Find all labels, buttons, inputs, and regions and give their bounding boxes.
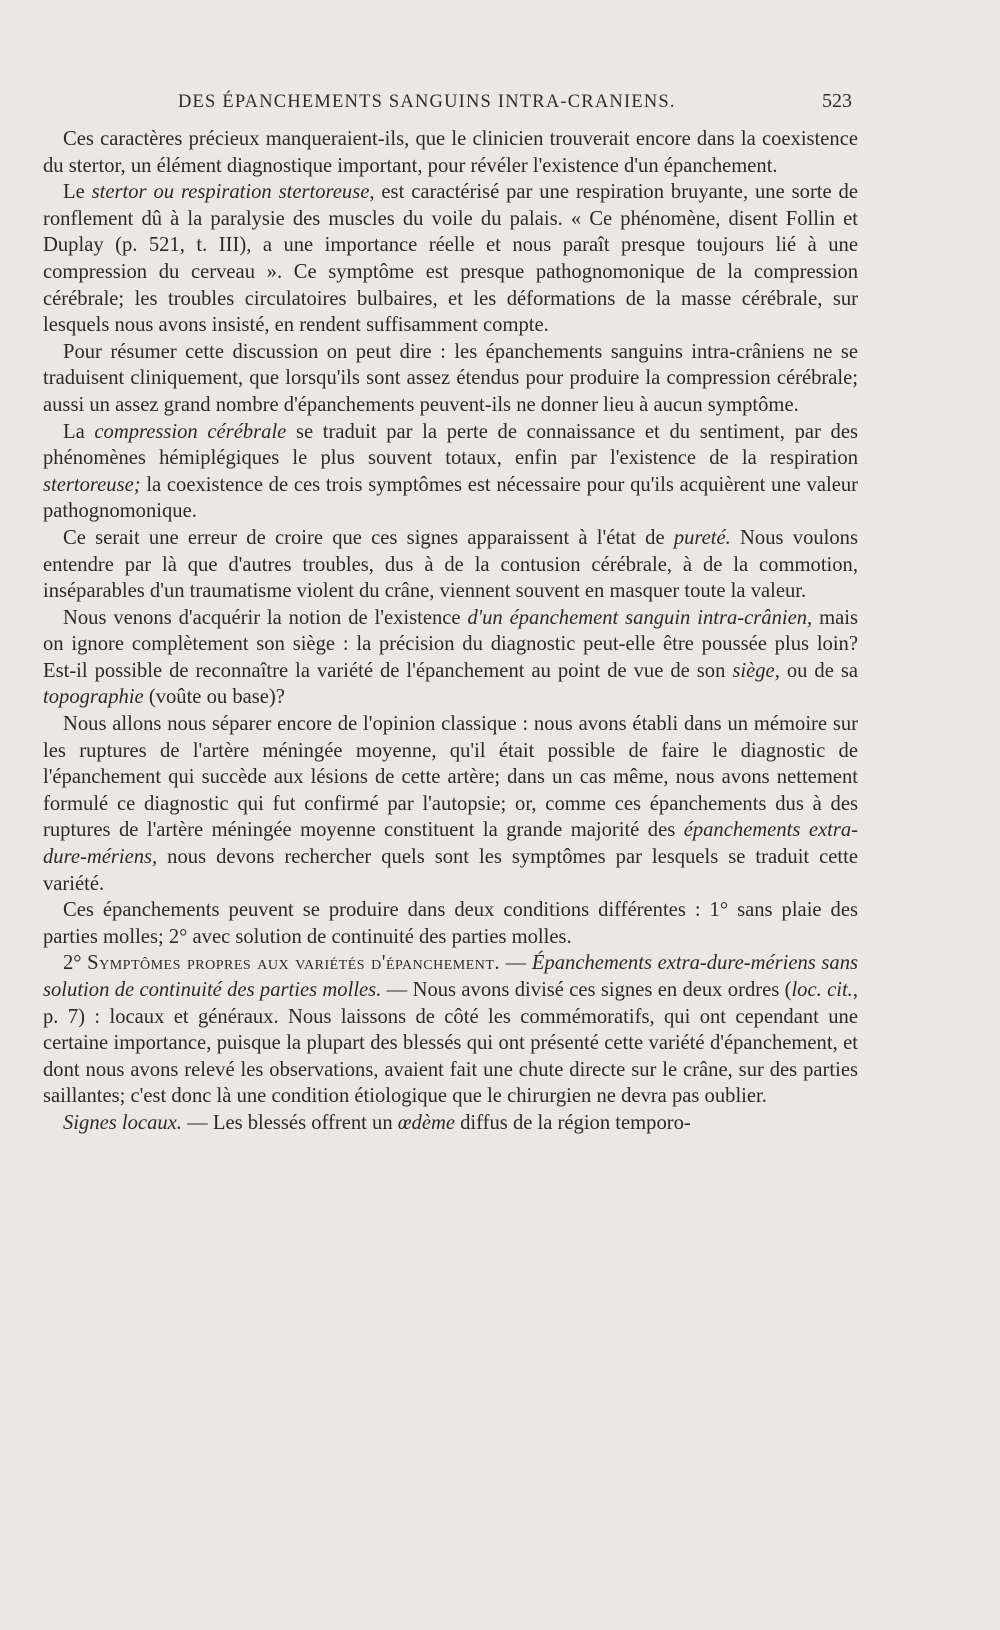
italic-term: épanchements extra-dure-mériens,	[43, 819, 858, 869]
italic-term: stertor ou respiration stertoreuse	[91, 181, 370, 204]
running-head: DES ÉPANCHEMENTS SANGUINS INTRA-CRANIENS.	[178, 92, 676, 112]
italic-term: stertoreuse;	[43, 473, 141, 496]
italic-term: œdème	[397, 1111, 455, 1134]
paragraph: La compression cérébrale se traduit par la perte de connaissance et du sentiment, par des phénomènes hémiplégiques le plus souvent totaux, enfin par l'existence de la respiration stertoreuse; la coexistence de ces trois symptômes est nécessaire pour qu'ils acquièrent une valeur pathognomonique.	[43, 420, 858, 523]
italic-term: pureté.	[673, 526, 731, 549]
body-text	[43, 126, 858, 1137]
paragraph: Ces caractères précieux manqueraient-ils, que le clinicien trouverait encore dans la coexistence du stertor, un élément diagnostique important, pour révéler l'existence d'un épanchement.	[43, 128, 858, 177]
subsection-heading: Épanchements extra-dure-mériens sans solution de continuité des parties molles.	[43, 952, 859, 1001]
paragraph: Nous allons nous séparer encore de l'opinion classique : nous avons établi dans un mémoire sur les ruptures de l'artère méningée moyenne, qu'il était possible de faire le diagnostic de l'épanchement qui succède aux lésions de cette artère; dans un cas même, nous avons nettement formulé ce diagnostic qui fut confirmé par l'autopsie; or, comme ces épanchements dus à des ruptures de l'artère méningée moyenne constituent la grande majorité des épanchements extra-dure-mériens, nous devons rechercher quels sont les symptômes par lesquels se traduit cette variété.	[43, 713, 858, 895]
italic-term: loc. cit.	[791, 979, 853, 1001]
italic-term: d'un épanchement sanguin intra-crânien,	[467, 606, 813, 629]
italic-term: topographie	[43, 686, 144, 709]
section-heading-paragraph: 2° Symptômes propres aux variétés d'épanchement. — Épanchements extra-dure-mériens sans solution de continuité des parties molles. — Nous avons divisé ces signes en deux ordres (loc. cit., p. 7) : locaux et généraux. Nous laissons de côté les commémoratifs, qui ont cependant une certaine importance, puisque la plupart des blessés qui ont présenté cette variété d'épanchement, et dont nous avons relevé les observations, avaient fait une chute directe sur le crâne, sur des parties saillantes; c'est donc là une condition étiologique que le chirurgien ne devra pas oublier.	[43, 952, 859, 1108]
paragraph: Le stertor ou respiration stertoreuse, est caractérisé par une respiration bruyante, une sorte de ronflement dû à la paralysie des muscles du voile du palais. « Ce phénomène, disent Follin et Duplay (p. 521, t. III), a une importance réelle et nous paraît presque toujours lié à une compression du cerveau ». Ce symptôme est presque pathognomonique de la compression cérébrale; les troubles circulatoires bulbaires, et les déformations de la masse cérébrale, sur lesquels nous avons insisté, en rendent suffisamment compte.	[43, 181, 858, 337]
paragraph: Ces épanchements peuvent se produire dans deux conditions différentes : 1° sans plaie des parties molles; 2° avec solution de continuité des parties molles.	[43, 899, 858, 948]
page-number: 523	[822, 90, 852, 112]
section-heading: Symptômes propres aux variétés d'épanchement.	[87, 952, 501, 975]
paragraph: Ce serait une erreur de croire que ces signes apparaissent à l'état de pureté. Nous voulons entendre par là que d'autres troubles, dus à de la contusion cérébrale, à de la commotion, inséparables d'un traumatisme violent du crâne, viennent souvent en masquer toute la valeur.	[43, 526, 858, 603]
subsection-heading: Signes locaux.	[63, 1111, 182, 1134]
paragraph: Signes locaux. — Les blessés offrent un œdème diffus de la région temporo-	[63, 1111, 691, 1134]
paragraph: Nous venons d'acquérir la notion de l'existence d'un épanchement sanguin intra-crânien, mais on ignore complètement son siège : la précision du diagnostic peut-elle être poussée plus loin? Est-il possible de reconnaître la variété de l'épanchement au point de vue de son siège, ou de sa topographie (voûte ou base)?	[43, 606, 858, 709]
paragraph: Pour résumer cette discussion on peut dire : les épanchements sanguins intra-crâniens ne se traduisent cliniquement, que lorsqu'ils sont assez étendus pour produire la compression cérébrale; aussi un assez grand nombre d'épanchements peuvent-ils ne donner lieu à aucun symptôme.	[43, 340, 858, 416]
italic-term: siège,	[732, 659, 780, 682]
italic-term: compression cérébrale	[94, 420, 287, 443]
